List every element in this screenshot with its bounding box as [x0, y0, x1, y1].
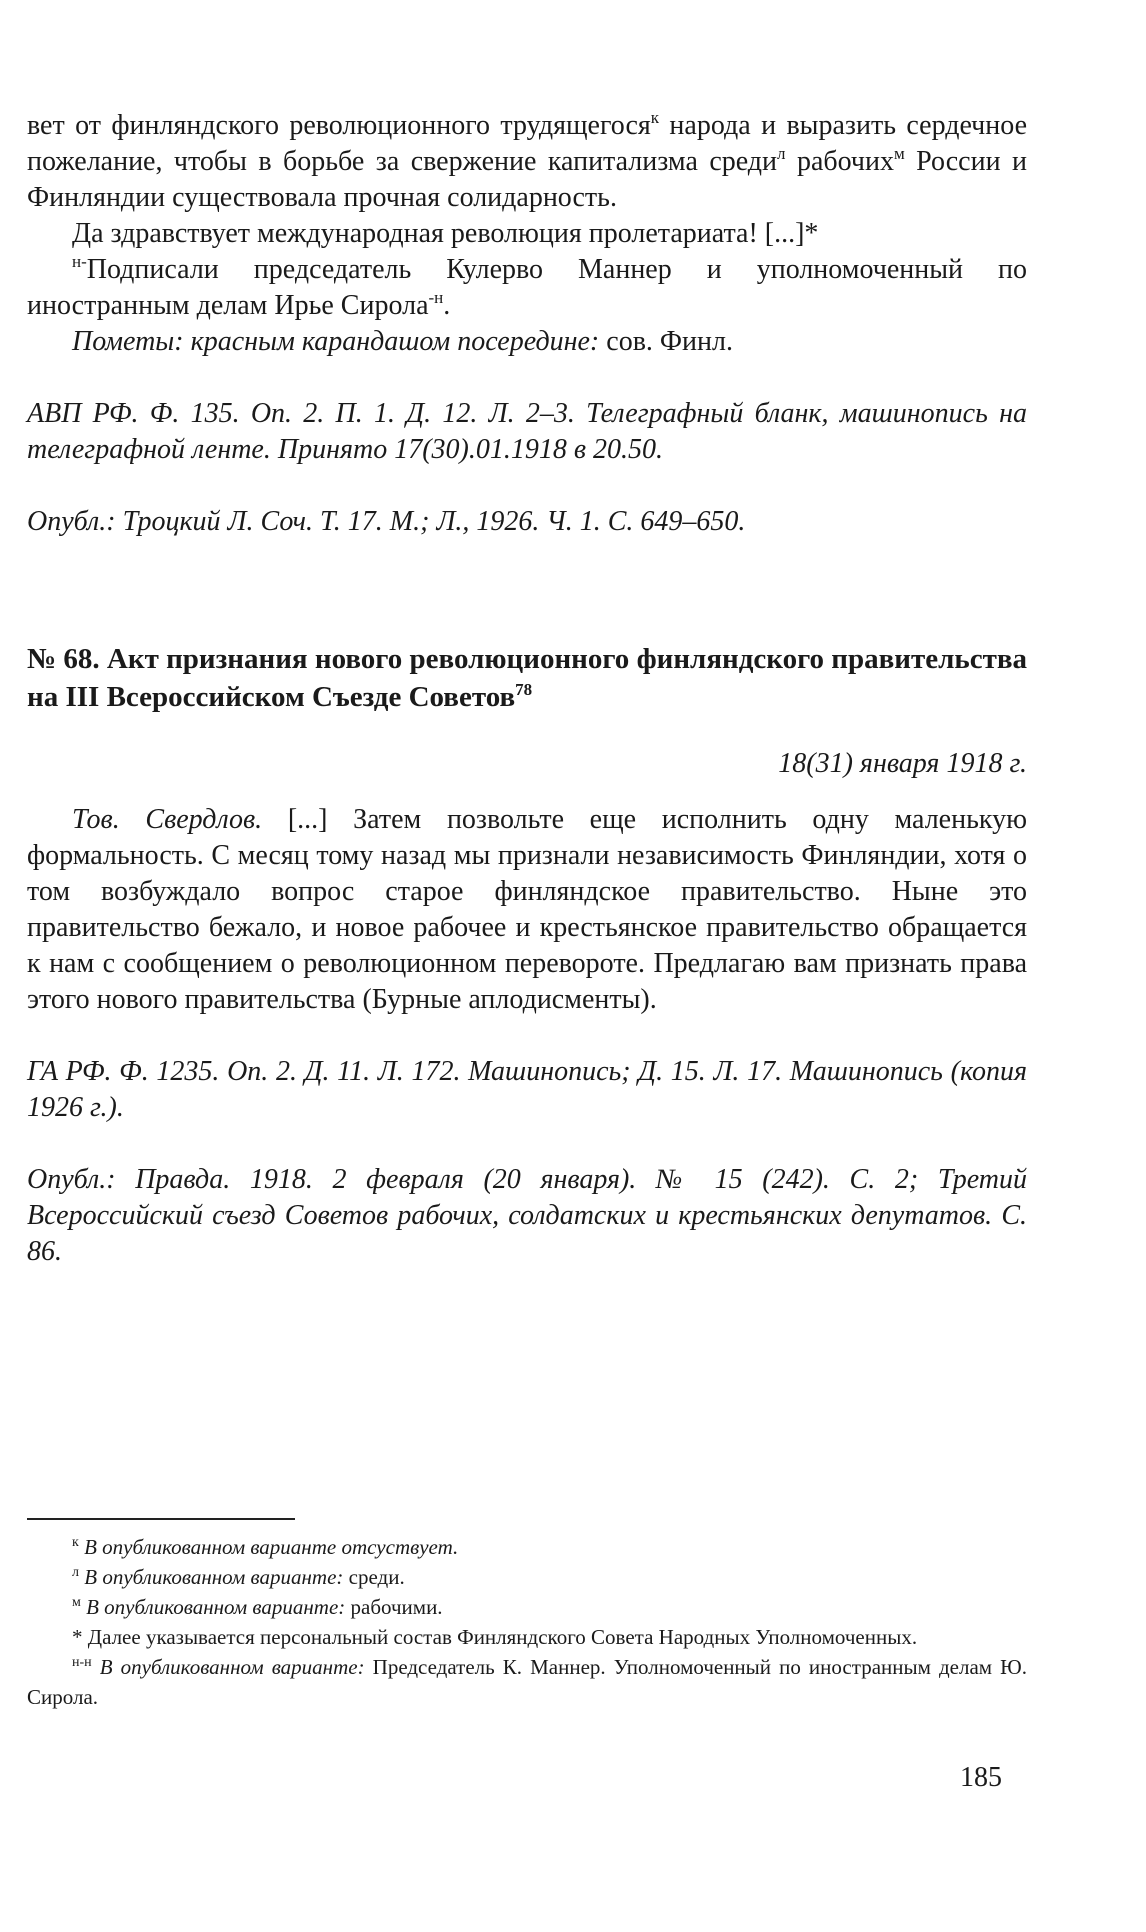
page-body [27, 108, 1027, 1270]
footnote-ref[interactable]: л [777, 144, 786, 163]
document-title: № 68. Акт признания нового революционного финляндского правительства на III Всероссийском Съезде Советов$^{78}$ [27, 643, 1027, 713]
publication-reference: Опубл.: Троцкий Л. Соч. Т. 17. М.; Л., 1926. Ч. 1. С. 649–650. [27, 506, 746, 537]
footnotes [27, 1518, 1027, 1712]
footnote: * Далее указывается персональный состав Финляндского Совета Народных Уполномоченных. [72, 1625, 918, 1649]
speaker-name: Тов. Свердлов. [72, 804, 263, 835]
signature-line: $^{н-}$Подписали председатель Кулерво Маннер и уполномоченный по иностранным делам Ирье Сирола$^{-н}$. [27, 252, 1027, 321]
letter-text-end: вет от финляндского революционного трудящегося$^к$ народа и выразить сердечное пожелание, чтобы в борьбе за свержение капитализма среди$^л$ рабочих$^м$ России и Финляндии существовала прочная солидарность. [27, 108, 1028, 213]
document-date: 18(31) января 1918 г. [778, 748, 1027, 779]
footnote: $^к$ В опубликованном варианте отсуствует. [72, 1535, 459, 1559]
long-live-line: Да здравствует международная революция пролетариата! [...]* [72, 218, 819, 249]
marks-line: Пометы: красным карандашом посередине: сов. Финл. [72, 326, 733, 357]
footnote: $^л$ В опубликованном варианте: среди. [72, 1565, 405, 1589]
publication-reference: Опубл.: Правда. 1918. 2 февраля (20 января). № 15 (242). С. 2; Третий Всероссийский съезд Советов рабочих, солдатских и крестьянских депутатов. С. 86. [27, 1164, 1027, 1267]
archive-reference: АВП РФ. Ф. 135. Оп. 2. П. 1. Д. 12. Л. 2–3. Телеграфный бланк, машинопись на телеграфной ленте. Принято 17(30).01.1918 в 20.50. [27, 398, 1027, 465]
footnote: $^{н-н}$ В опубликованном варианте: Председатель К. Маннер. Уполномоченный по иностранным делам Ю. Сирола. [27, 1655, 1027, 1709]
footnote-ref[interactable]: н- [72, 252, 87, 271]
footnote: $^м$ В опубликованном варианте: рабочими. [72, 1595, 443, 1619]
endnote-ref[interactable]: 78 [515, 680, 533, 699]
footnote-ref[interactable]: к [650, 108, 660, 127]
speech-text: Тов. Свердлов. [...] Затем позвольте еще исполнить одну маленькую формальность. С месяц тому назад мы признали независимость Финляндии, хотя о том возбуждало вопрос старое финляндское правительство. Ныне это правительство бежало, и новое рабочее и крестьянское правительство обращается к нам с сообщением о революционном перевороте. Предлагаю вам признать права этого нового правительства (Бурные аплодисменты). [27, 804, 1027, 1015]
page-number: 185 [960, 1762, 1002, 1793]
footnote-ref[interactable]: м [893, 144, 905, 163]
footnote-divider [27, 1518, 295, 1520]
archive-reference: ГА РФ. Ф. 1235. Оп. 2. Д. 11. Л. 172. Машинопись; Д. 15. Л. 17. Машинопись (копия 1926 г.). [27, 1056, 1027, 1123]
